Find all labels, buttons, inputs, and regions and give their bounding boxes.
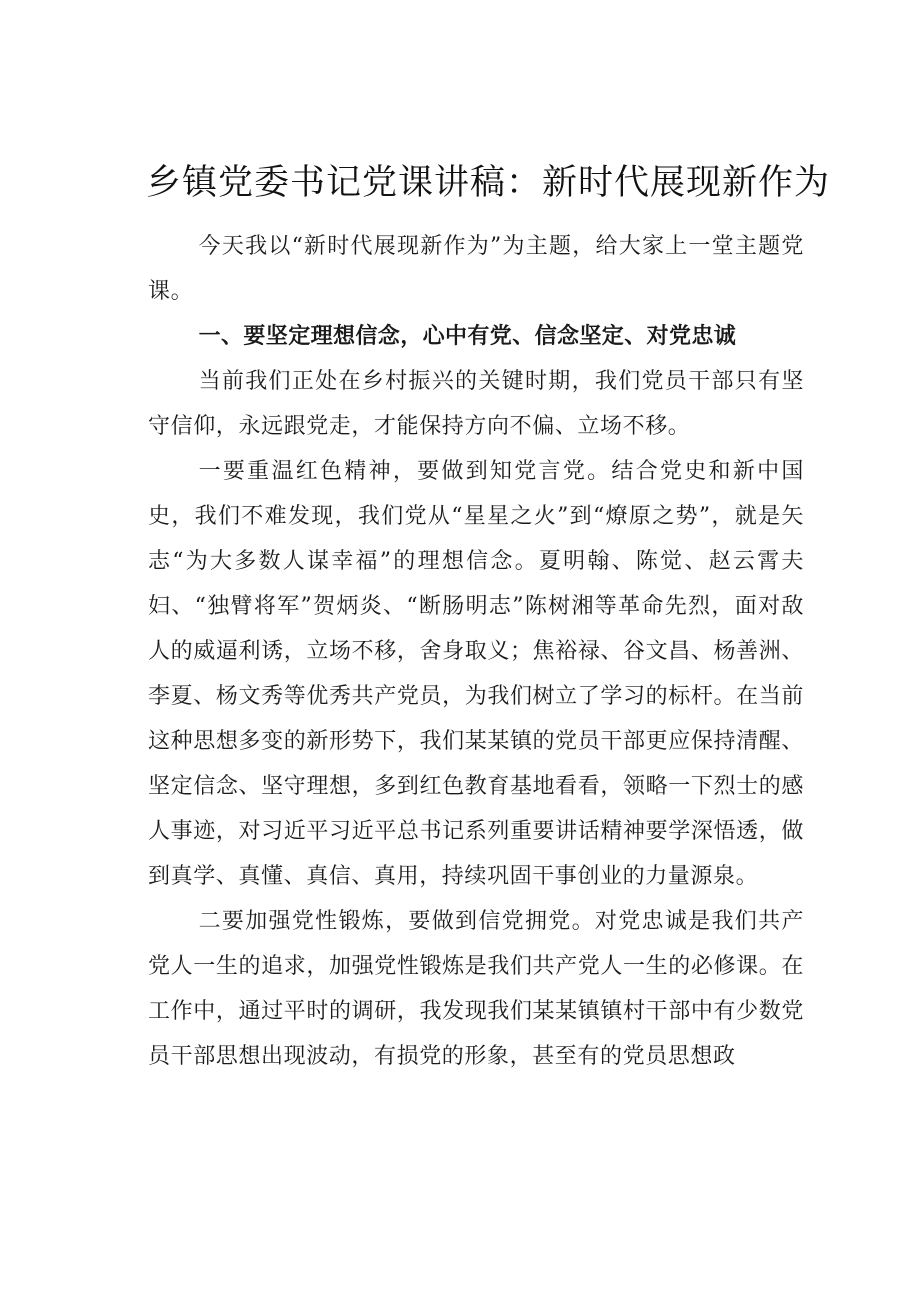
body-paragraph-2: 一要重温红色精神，要做到知党言党。结合党史和新中国史，我们不难发现，我们党从“星星之火”到“燎原之势”，就是矢志“为大多数人谋幸福”的理想信念。夏明翰、陈觉、赵云霄夫妇、“独臂将军”贺炳炎、“断肠明志”陈树湘等革命先烈，面对敌人的威逼利诱，立场不移，舍身取义；焦裕禄、谷文昌、杨善洲、李夏、杨文秀等优秀共产党员，为我们树立了学习的标杆。在当前这种思想多变的新形势下，我们某某镇的党员干部更应保持清醒、坚定信念、坚守理想，多到红色教育基地看看，领略一下烈士的感人事迹，对习近平习近平总书记系列重要讲话精神要学深悟透，做到真学、真懂、真信、真用，持续巩固干事创业的力量源泉。 xyxy=(148,459,804,889)
section-heading: 一、要坚定理想信念，心中有党、信念坚定、对党忠诚 xyxy=(198,324,737,349)
document-title: 乡镇党委书记党课讲稿：新时代展现新作为 xyxy=(146,163,831,203)
intro-paragraph: 今天我以“新时代展现新作为”为主题，给大家上一堂主题党课。 xyxy=(148,234,804,304)
body-paragraph-3: 二要加强党性锻炼，要做到信党拥党。对党忠诚是我们共产党人一生的追求，加强党性锻炼是我们共产党人一生的必修课。在工作中，通过平时的调研，我发现我们某某镇镇村干部中有少数党员干部思想出现波动，有损党的形象，甚至有的党员思想政 xyxy=(148,909,804,1069)
document-body xyxy=(148,224,804,1079)
body-paragraph-1: 当前我们正处在乡村振兴的关键时期，我们党员干部只有坚守信仰，永远跟党走，才能保持方向不偏、立场不移。 xyxy=(148,369,804,439)
